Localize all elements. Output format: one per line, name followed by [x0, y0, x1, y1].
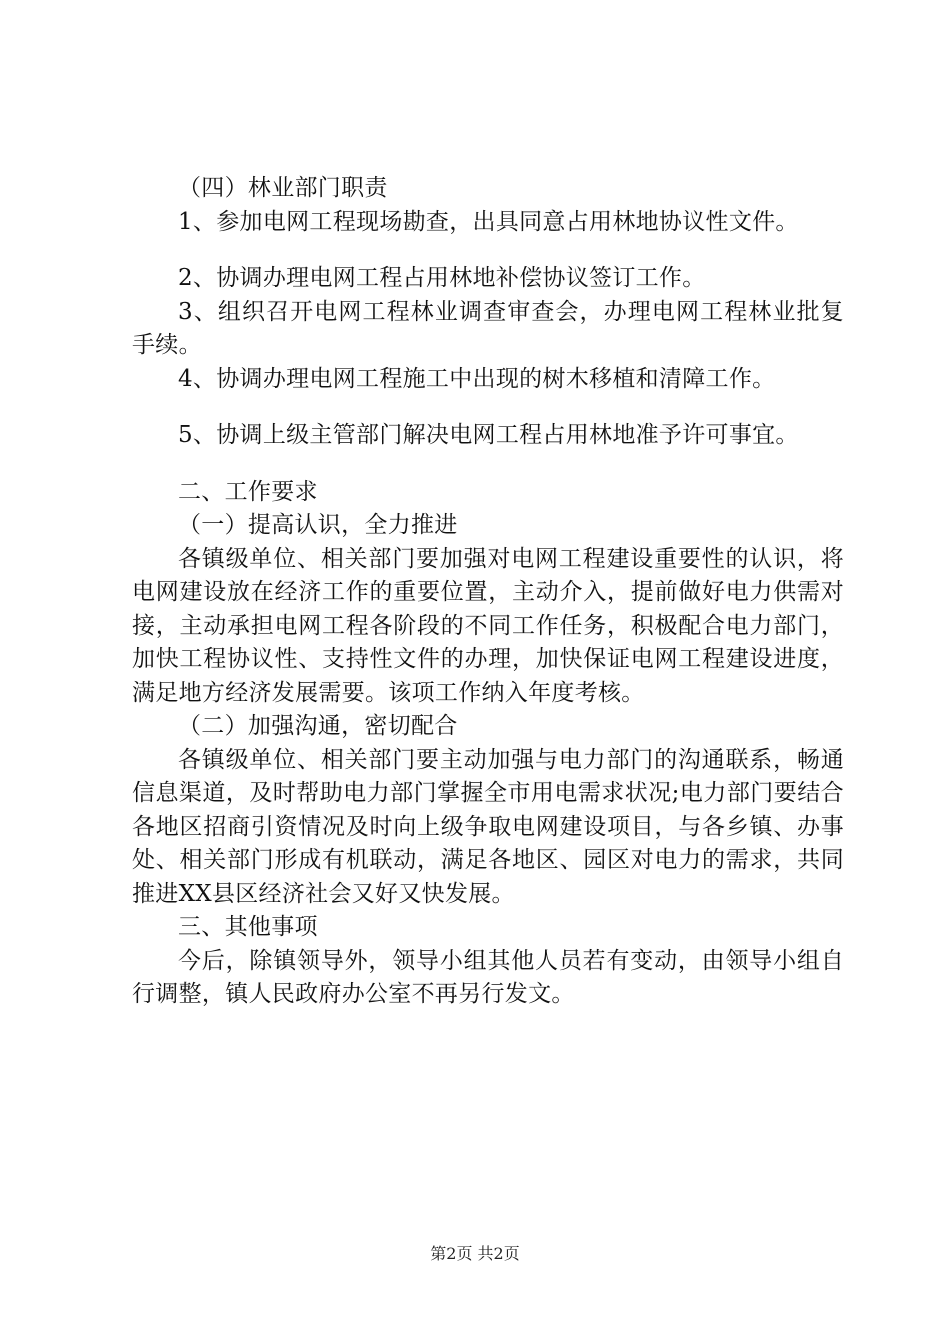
section-heading-other: 三、其他事项 [178, 914, 318, 940]
section-heading-requirements: 二、工作要求 [178, 478, 318, 505]
body-paragraph: 各镇级单位、相关部门要加强对电网工程建设重要性的认识，将电网建设放在经济工作的重要位置，主动介入，提前做好电力供需对接，主动承担电网工程各阶段的不同工作任务，积极配合电力部门，加快工程协议性、支持性文件的办理，加快保证电网工程建设进度，满足地方经济发展需要。该项工作纳入年度考核。 [132, 545, 844, 706]
paragraph-gap [132, 239, 844, 262]
body-paragraph: 各镇级单位、相关部门要主动加强与电力部门的沟通联系，畅通信息渠道，及时帮助电力部门掌握全市用电需求状况;电力部门要结合各地区招商引资情况及时向上级争取电网建设项目，与各乡镇、办事处、相关部门形成有机联动，满足各地区、园区对电力的需求，共同推进XX县区经济社会又好又快发展。 [132, 746, 844, 907]
list-item: 4、协调办理电网工程施工中出现的树木移植和清障工作。 [178, 365, 776, 392]
page-number-footer: 第2页 共2页 [430, 1244, 520, 1263]
list-item: 2、协调办理电网工程占用林地补偿协议签订工作。 [178, 265, 706, 291]
document-body [132, 172, 844, 1012]
paragraph-gap [132, 396, 844, 419]
subsection-heading: （二）加强沟通，密切配合 [178, 713, 458, 739]
section-heading-forestry: （四）林业部门职责 [178, 175, 388, 201]
subsection-heading: （一）提高认识，全力推进 [178, 512, 458, 538]
paragraph-gap [132, 453, 844, 476]
list-item: 1、参加电网工程现场勘查，出具同意占用林地协议性文件。 [178, 208, 799, 235]
list-item: 5、协调上级主管部门解决电网工程占用林地准予许可事宜。 [178, 422, 799, 448]
body-paragraph: 今后，除镇领导外，领导小组其他人员若有变动，由领导小组自行调整，镇人民政府办公室不再另行发文。 [132, 947, 844, 1007]
list-item: 3、组织召开电网工程林业调查审查会，办理电网工程林业批复手续。 [132, 298, 844, 358]
